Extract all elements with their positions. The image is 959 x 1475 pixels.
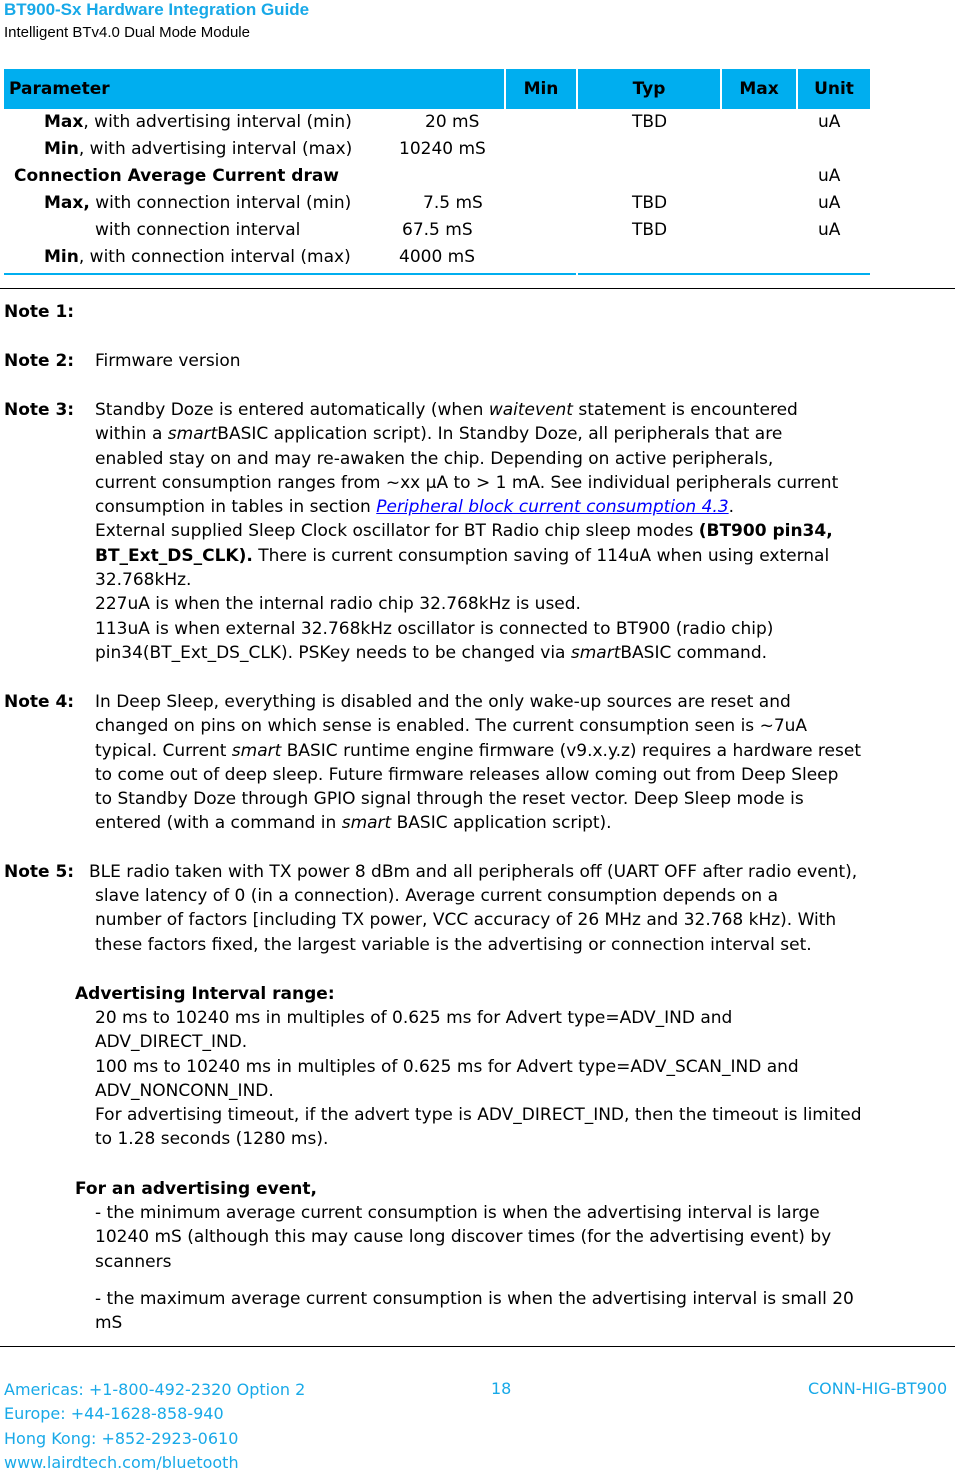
- document-id: CONN-HIG-BT900: [808, 1379, 948, 1398]
- text: pin34(BT_Ext_DS_CLK). PSKey needs to be changed via: [95, 642, 571, 663]
- note-text-line: ADV_DIRECT_IND.: [95, 1032, 248, 1053]
- note-4-label: Note 4:: [4, 692, 75, 712]
- code-term: waitevent: [488, 400, 573, 420]
- param-bold: Min: [44, 139, 79, 159]
- param-value: 67.5 mS: [402, 220, 473, 240]
- advertising-event-heading: For an advertising event,: [75, 1179, 317, 1199]
- advertising-interval-text: [95, 1006, 862, 1152]
- param-value: 10240 mS: [399, 139, 486, 159]
- unit-cell: uA: [818, 166, 841, 186]
- column-header-parameter: Parameter: [4, 69, 504, 109]
- advertising-event-text: [95, 1201, 831, 1274]
- peripheral-current-link[interactable]: Peripheral block current consumption 4.3: [376, 497, 729, 518]
- unit-cell: uA: [818, 220, 841, 240]
- footer-americas: Americas: +1-800-492-2320 Option 2: [4, 1380, 306, 1399]
- note-text-line: [95, 495, 838, 519]
- footer-contacts: [4, 1378, 305, 1475]
- parameter-cell: with connection interval: [95, 220, 301, 240]
- note-text-line: 32.768kHz.: [95, 570, 192, 591]
- note-text-line: 113uA is when external 32.768kHz oscillator is connected to BT900 (radio chip): [95, 618, 774, 639]
- document-title: BT900-Sx Hardware Integration Guide: [4, 0, 310, 19]
- text: statement is encountered: [572, 400, 798, 420]
- note-text-line: enabled stay on and may re-awaken the chip. Depending on active peripherals,: [95, 448, 774, 469]
- typ-cell: TBD: [632, 112, 668, 132]
- note-text-line: slave latency of 0 (in a connection). Average current consumption depends on a: [95, 886, 778, 906]
- param-text: , with connection interval (max): [78, 247, 351, 267]
- note-text-line: [95, 544, 838, 568]
- text: consumption in tables in section: [95, 497, 377, 518]
- advertising-event-text-2: [95, 1287, 854, 1336]
- note-text-line: 227uA is when the internal radio chip 32.768kHz is used.: [95, 594, 581, 615]
- note-text-line: [95, 519, 838, 543]
- note-3-label: Note 3:: [4, 400, 75, 420]
- param-text: , with advertising interval (min): [83, 112, 352, 132]
- note-text-line: [95, 641, 838, 665]
- note-text-line: Firmware version: [95, 351, 241, 371]
- footer-europe: Europe: +44-1628-858-940: [4, 1404, 224, 1424]
- note-text-line: For advertising timeout, if the advert type is ADV_DIRECT_IND, then the timeout is limited: [95, 1105, 862, 1126]
- note-text-line: scanners: [95, 1251, 172, 1272]
- text: entered (with a command in: [95, 813, 342, 834]
- note-text-line: to Standby Doze through GPIO signal through the reset vector. Deep Sleep mode is: [95, 789, 804, 810]
- column-header-min: Min: [506, 69, 576, 109]
- footer-hongkong: Hong Kong: +852-2923-0610: [4, 1428, 239, 1448]
- brand-italic: smart: [231, 740, 282, 761]
- note-text-line: [95, 811, 861, 835]
- column-header-typ: Typ: [578, 69, 720, 109]
- advertising-interval-heading: Advertising Interval range:: [75, 984, 335, 1004]
- note-text-line: to come out of deep sleep. Future firmware releases allow coming out from Deep Sleep: [95, 764, 839, 785]
- note-text-line: 10240 mS (although this may cause long discover times (for the advertising event) by: [95, 1227, 832, 1248]
- footer-divider: [0, 1346, 955, 1347]
- note-text-line: [95, 398, 838, 422]
- text: Standby Doze is entered automatically (when: [95, 400, 489, 420]
- note-text-line: ADV_NONCONN_IND.: [95, 1080, 274, 1101]
- note-text-line: changed on pins on which sense is enabled. The current consumption seen is ~7uA: [95, 716, 808, 737]
- bold-text: BT_Ext_DS_CLK).: [95, 545, 253, 566]
- table-bottom-border: [578, 273, 870, 275]
- text: BASIC command.: [620, 642, 768, 663]
- param-bold: Min: [44, 247, 79, 267]
- parameter-cell: [44, 109, 352, 136]
- note-5-text: [89, 860, 857, 884]
- param-text: with connection interval (min): [89, 193, 352, 213]
- text: External supplied Sleep Clock oscillator for BT Radio chip sleep modes: [95, 521, 699, 542]
- note-text-line: - the maximum average current consumption is when the advertising interval is small 20: [95, 1289, 854, 1309]
- brand-italic: smart: [167, 424, 218, 445]
- param-value: 20 mS: [425, 112, 480, 132]
- note-2-text: [95, 349, 241, 373]
- note-text-line: [95, 422, 838, 446]
- document-subtitle: Intelligent BTv4.0 Dual Mode Module: [4, 24, 250, 41]
- typ-cell: TBD: [632, 193, 668, 213]
- divider: [0, 288, 955, 289]
- text: .: [728, 497, 735, 518]
- param-bold: Max: [44, 112, 84, 132]
- param-text: , with advertising interval (max): [78, 139, 353, 159]
- note-text-line: current consumption ranges from ~xx µA to > 1 mA. See individual peripherals current: [95, 472, 839, 493]
- text: BASIC runtime engine firmware (v9.x.y.z) requires a hardware reset: [281, 740, 861, 761]
- column-header-unit: Unit: [798, 69, 870, 109]
- note-text-line: 20 ms to 10240 ms in multiples of 0.625 ms for Advert type=ADV_IND and: [95, 1008, 733, 1028]
- param-value: 4000 mS: [399, 247, 476, 267]
- note-text-line: number of factors [including TX power, VCC accuracy of 26 MHz and 32.768 kHz). With: [95, 910, 837, 931]
- typ-cell: TBD: [632, 220, 668, 240]
- note-text-line: - the minimum average current consumption is when the advertising interval is large: [95, 1203, 820, 1223]
- unit-cell: uA: [818, 112, 841, 132]
- note-1-label: Note 1:: [4, 302, 75, 322]
- note-text-line: these factors fixed, the largest variable is the advertising or connection interval set.: [95, 934, 812, 955]
- param-bold: Max,: [44, 193, 90, 213]
- footer-website-link[interactable]: www.lairdtech.com/bluetooth: [4, 1452, 239, 1472]
- text: within a: [95, 424, 168, 445]
- note-text-line: In Deep Sleep, everything is disabled and the only wake-up sources are reset and: [95, 692, 791, 712]
- parameter-cell: [44, 244, 351, 271]
- note-2-label: Note 2:: [4, 351, 75, 371]
- note-text-line: BLE radio taken with TX power 8 dBm and all peripherals off (UART OFF after radio event),: [89, 862, 858, 882]
- brand-italic: smart: [570, 642, 621, 663]
- brand-italic: smart: [341, 813, 392, 834]
- section-heading: Connection Average Current draw: [14, 166, 340, 186]
- unit-cell: uA: [818, 193, 841, 213]
- text: BASIC application script). In Standby Doze, all peripherals that are: [217, 424, 783, 445]
- text: BASIC application script).: [391, 813, 612, 834]
- text: There is current consumption saving of 114uA when using external: [252, 545, 830, 566]
- note-text-line: 100 ms to 10240 ms in multiples of 0.625 ms for Advert type=ADV_SCAN_IND and: [95, 1056, 799, 1077]
- text: typical. Current: [95, 740, 232, 761]
- note-5-text-cont: [95, 884, 836, 957]
- param-value: 7.5 mS: [423, 193, 483, 213]
- note-5-label: Note 5:: [4, 862, 75, 882]
- note-3-text: [95, 398, 838, 665]
- note-text-line: mS: [95, 1313, 123, 1334]
- parameter-cell: [44, 136, 352, 163]
- parameter-cell: [44, 190, 351, 217]
- page-number: 18: [491, 1379, 512, 1398]
- note-4-text: [95, 690, 861, 836]
- bold-text: (BT900 pin34,: [698, 521, 833, 542]
- note-text-line: [95, 739, 861, 763]
- note-text-line: to 1.28 seconds (1280 ms).: [95, 1129, 329, 1150]
- table-bottom-border: [4, 273, 576, 275]
- column-header-max: Max: [722, 69, 796, 109]
